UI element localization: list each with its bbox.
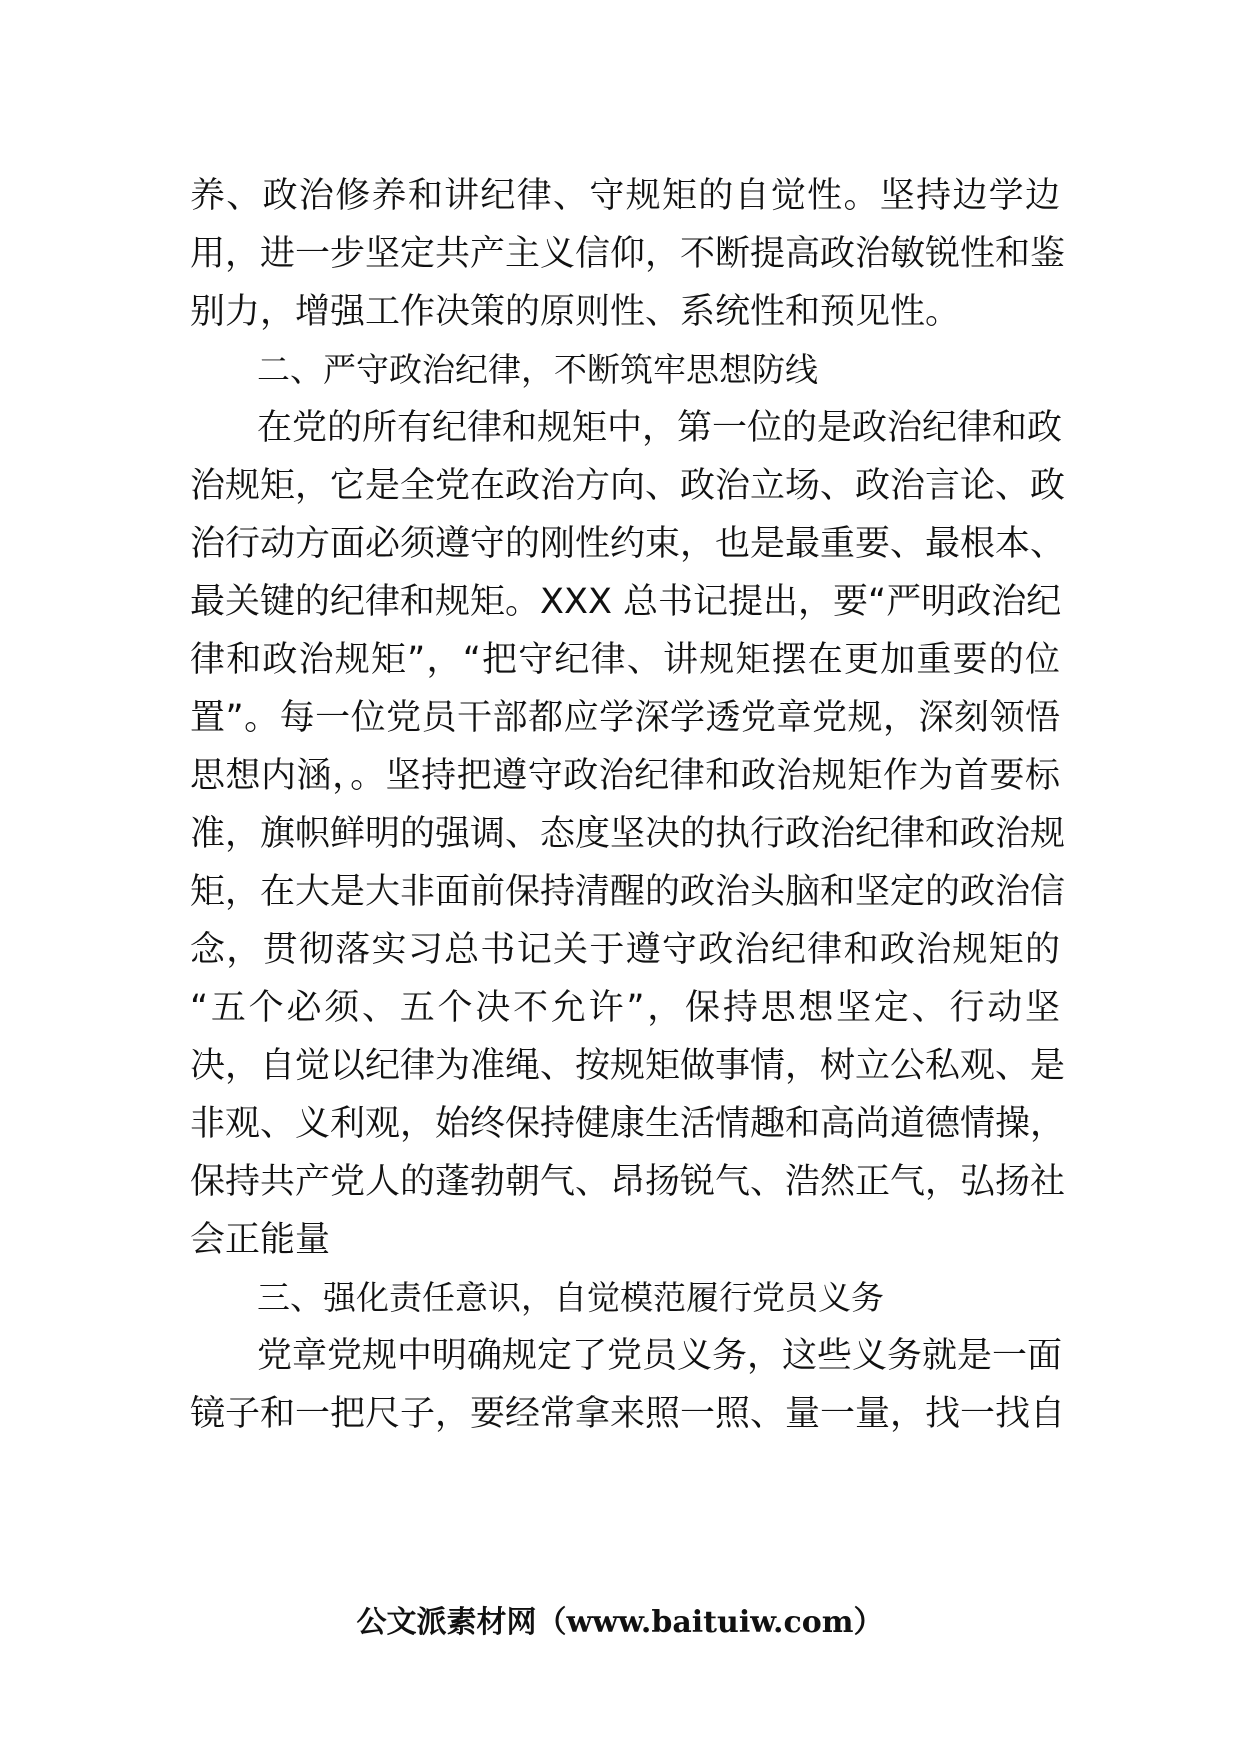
paragraph-2-line-7: 思想内涵，。坚持把遵守政治纪律和政治规矩作为首要标 <box>190 756 1060 796</box>
paragraph-2-line-5: 律和政治规矩”，“把守纪律、讲规矩摆在更加重要的位 <box>190 640 1060 680</box>
paragraph-2-line-2: 治规矩，它是全党在政治方向、政治立场、政治言论、政 <box>190 466 1066 506</box>
paragraph-2-line-15: 会正能量 <box>190 1220 331 1260</box>
footer-watermark: 公文派素材网（www.baituiw.com） <box>356 1605 884 1640</box>
paragraph-3-line-2: 镜子和一把尺子，要经常拿来照一照、量一量，找一找自 <box>190 1394 1066 1434</box>
paragraph-3-line-1: 党章党规中明确规定了党员义务，这些义务就是一面 <box>257 1336 1063 1376</box>
paragraph-2-line-3: 治行动方面必须遵守的刚性约束，也是最重要、最根本、 <box>190 524 1066 564</box>
paragraph-2-line-6: 置”。每一位党员干部都应学深学透党章党规，深刻领悟 <box>190 698 1060 738</box>
paragraph-2-line-1: 在党的所有纪律和规矩中，第一位的是政治纪律和政 <box>257 408 1063 448</box>
paragraph-2-line-13: 非观、义利观，始终保持健康生活情趣和高尚道德情操， <box>190 1104 1066 1144</box>
paragraph-1-line-3: 别力，增强工作决策的原则性、系统性和预见性。 <box>190 292 961 332</box>
paragraph-2-line-4: 最关键的纪律和规矩。XXX 总书记提出，要“严明政治纪 <box>190 582 1062 622</box>
paragraph-1-line-2: 用，进一步坚定共产主义信仰，不断提高政治敏锐性和鉴 <box>190 234 1066 274</box>
paragraph-2-line-14: 保持共产党人的蓬勃朝气、昂扬锐气、浩然正气，弘扬社 <box>190 1162 1066 1202</box>
paragraph-2-line-9: 矩，在大是大非面前保持清醒的政治头脑和坚定的政治信 <box>190 872 1066 912</box>
paragraph-1-line-1: 养、政治修养和讲纪律、守规矩的自觉性。坚持边学边 <box>190 176 1060 216</box>
paragraph-2-line-10: 念，贯彻落实习总书记关于遵守政治纪律和政治规矩的 <box>190 930 1060 970</box>
paragraph-2-line-8: 准，旗帜鲜明的强调、态度坚决的执行政治纪律和政治规 <box>190 814 1066 854</box>
paragraph-2-line-12: 决，自觉以纪律为准绳、按规矩做事情，树立公私观、是 <box>190 1046 1066 1086</box>
section-heading-2: 二、严守政治纪律，不断筑牢思想防线 <box>257 350 818 389</box>
paragraph-2-line-11: “五个必须、五个决不允许”，保持思想坚定、行动坚 <box>190 988 1060 1028</box>
section-heading-3: 三、强化责任意识，自觉模范履行党员义务 <box>257 1278 884 1317</box>
